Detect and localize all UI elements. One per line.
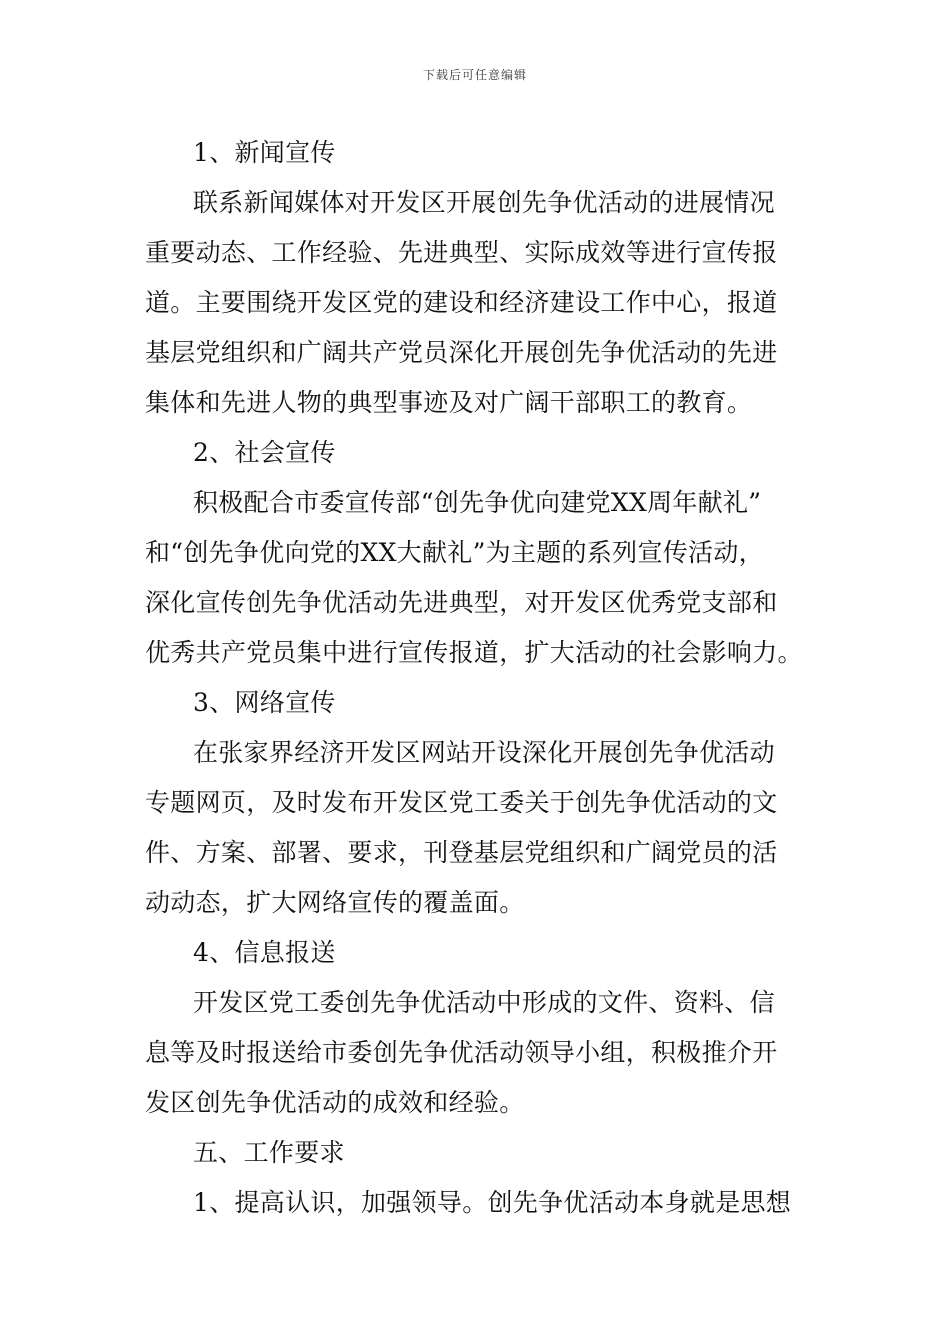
paragraph-line: 优秀共产党员集中进行宣传报道，扩大活动的社会影响力。 bbox=[145, 638, 803, 667]
paragraph-line: 深化宣传创先争优活动先进典型，对开发区优秀党支部和 bbox=[145, 588, 778, 617]
document-body bbox=[145, 128, 807, 1228]
paragraph-line: 息等及时报送给市委创先争优活动领导小组，积极推介开 bbox=[145, 1038, 778, 1067]
paragraph-line: 专题网页，及时发布开发区党工委关于创先争优活动的文 bbox=[145, 788, 778, 817]
heading-information-reporting: 4、信息报送 bbox=[193, 938, 336, 967]
heading-network-publicity: 3、网络宣传 bbox=[193, 688, 336, 717]
paragraph-line: 积极配合市委宣传部“创先争优向建党XX周年献礼” bbox=[193, 488, 762, 517]
paragraph-line: 1、提高认识，加强领导。创先争优活动本身就是思想 bbox=[193, 1188, 792, 1217]
paragraph-line: 和“创先争优向党的XX大献礼”为主题的系列宣传活动， bbox=[145, 538, 764, 567]
paragraph-line: 发区创先争优活动的成效和经验。 bbox=[145, 1088, 525, 1117]
paragraph-line: 开发区党工委创先争优活动中形成的文件、资料、信 bbox=[193, 988, 775, 1017]
paragraph-line: 动动态，扩大网络宣传的覆盖面。 bbox=[145, 888, 525, 917]
paragraph-line: 件、方案、部署、要求，刊登基层党组织和广阔党员的活 bbox=[145, 838, 778, 867]
page-header-note: 下载后可任意编辑 bbox=[422, 68, 527, 82]
paragraph-line: 在张家界经济开发区网站开设深化开展创先争优活动 bbox=[193, 738, 775, 767]
paragraph-line: 基层党组织和广阔共产党员深化开展创先争优活动的先进 bbox=[145, 338, 778, 367]
paragraph-line: 集体和先进人物的典型事迹及对广阔干部职工的教育。 bbox=[145, 388, 753, 417]
heading-social-publicity: 2、社会宣传 bbox=[193, 438, 336, 467]
heading-work-requirements: 五、工作要求 bbox=[193, 1138, 345, 1167]
heading-news-publicity: 1、新闻宣传 bbox=[193, 138, 336, 167]
paragraph-line: 重要动态、工作经验、先进典型、实际成效等进行宣传报 bbox=[145, 238, 778, 267]
paragraph-line: 联系新闻媒体对开发区开展创先争优活动的进展情况 bbox=[193, 188, 775, 217]
paragraph-line: 道。主要围绕开发区党的建设和经济建设工作中心，报道 bbox=[145, 288, 778, 317]
